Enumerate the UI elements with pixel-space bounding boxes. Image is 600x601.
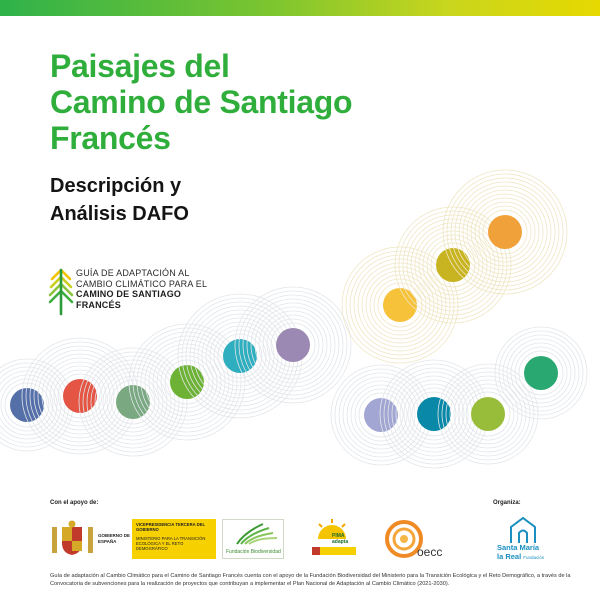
ministry-text: MINISTERIO PARA LA TRANSICIÓN ECOLÓGICA Y EL RETO DEMOGRÁFICO — [136, 536, 206, 551]
santa-maria-name — [497, 544, 544, 562]
circle-group-1 — [0, 359, 73, 451]
color-dot — [524, 356, 558, 390]
circle-group-4 — [129, 324, 245, 440]
title-line-2: Camino de Santiago — [50, 84, 353, 120]
fundacion-biodiversidad-name: Fundación Biodiversidad — [226, 549, 281, 555]
spain-coat-of-arms — [50, 519, 132, 559]
ministry-block — [132, 519, 216, 559]
grass-icon — [223, 520, 283, 546]
church-icon — [493, 515, 553, 545]
subtitle-line-2: Análisis DAFO — [50, 203, 189, 225]
support-label: Con el apoyo de: — [50, 500, 99, 506]
color-dot — [276, 328, 310, 362]
organizer-label: Organiza: — [493, 500, 521, 506]
pima-adapta-logo — [310, 517, 360, 559]
organizer-sub: Fundación — [523, 554, 545, 560]
government-logo — [50, 519, 216, 559]
color-dot — [63, 379, 97, 413]
color-dot — [471, 397, 505, 431]
subtitle-line-1: Descripción y — [50, 175, 182, 197]
vice-presidency-text: VICEPRESIDENCIA TERCERA DEL GOBIERNO — [136, 522, 205, 532]
fundacion-biodiversidad-logo — [222, 519, 284, 559]
organizer-name-line-2-text: la Real — [497, 551, 522, 561]
organizer-name-line-1: Santa María — [497, 543, 540, 552]
pima-name: PIMA adapta — [332, 533, 349, 545]
circle-group-12 — [438, 364, 538, 464]
guide-line-1: GUÍA DE ADAPTACIÓN AL — [76, 268, 190, 278]
color-dot — [436, 248, 470, 282]
oecc-logo — [384, 517, 456, 561]
color-dot — [488, 215, 522, 249]
coat-of-arms-icon — [50, 519, 96, 559]
color-dot — [170, 365, 204, 399]
title-line-3: Francés — [50, 120, 171, 156]
organizer-name-line-2 — [497, 553, 544, 563]
oecc-name: oecc — [417, 545, 443, 559]
government-name: GOBIERNO DE ESPAÑA — [98, 533, 131, 544]
guide-line-3: CAMINO DE SANTIAGO — [76, 289, 182, 299]
color-dot — [116, 385, 150, 419]
santa-maria-la-real-logo — [493, 515, 553, 563]
footnote: Guía de adaptación al Cambio Climático para el Camino de Santiago Francés cuenta con el apoyo de la Fundación Biodiversidad del Ministerio para la Transición Ecológica y el Reto Demográfico, a través de la Convocatoria de subvenciones para la realización de proyectos que contribuyan a implementar el Plan Nacional de Adaptación al Cambio Climático (2021-2030). — [50, 573, 571, 587]
circle-group-10 — [331, 365, 431, 465]
guide-line-4: FRANCÉS — [76, 299, 121, 310]
title-line-1: Paisajes del — [50, 48, 230, 84]
guide-line-2: CAMBIO CLIMÁTICO PARA EL — [76, 278, 208, 289]
